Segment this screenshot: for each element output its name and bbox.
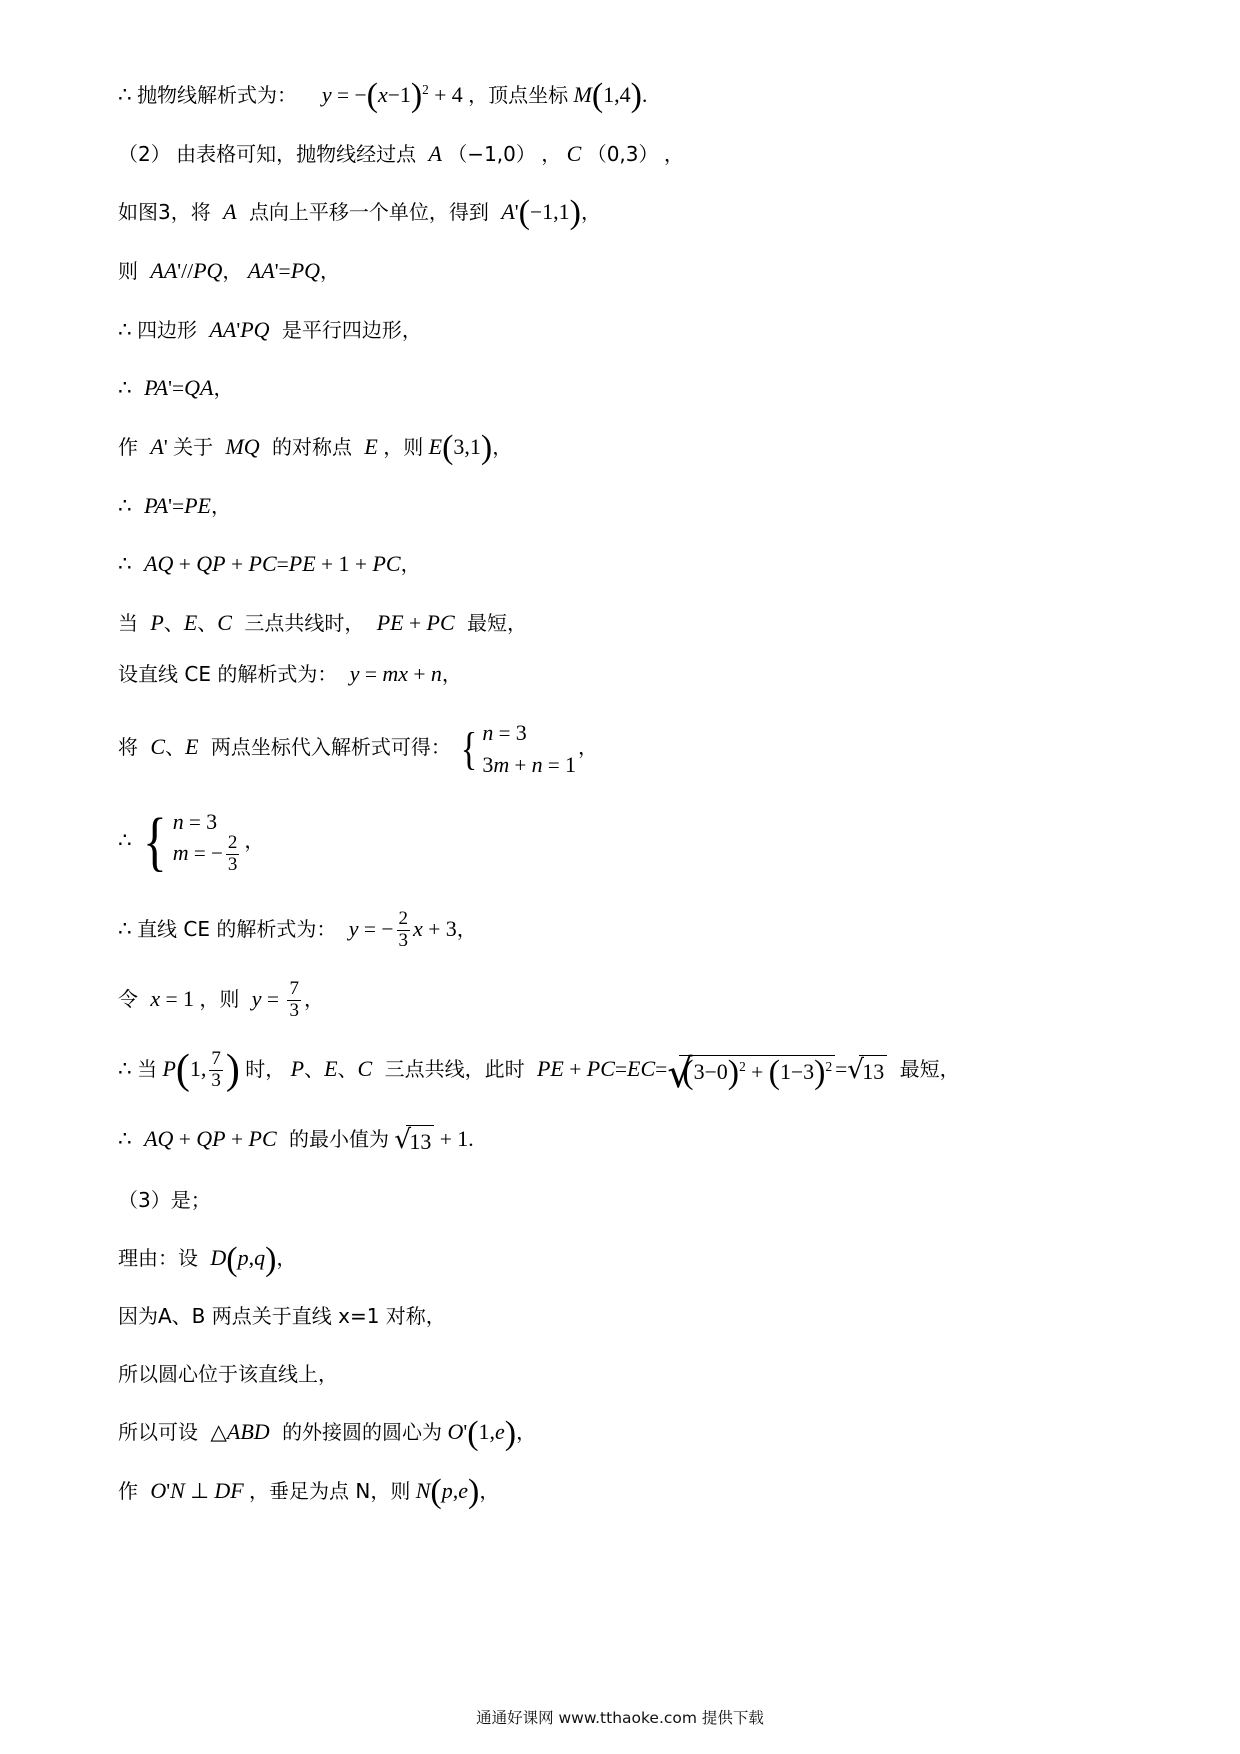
comma-4: ， [222,258,243,283]
l23-mid: ，垂足为点 N，则 [249,1479,411,1504]
sqrt-13: √ 13 [847,1055,887,1088]
l15-let: 令 [118,987,138,1012]
l22-prefix: 所以可设 [118,1420,198,1445]
item2-label: （2） [118,141,171,166]
therefore-symbol-4: ∴ [118,493,132,518]
text-line-16: ∴ 当 P(1, $\frac{7}{3}$ ) 时， P、E、C 三点共线，此时 PE + PC=EC= √ $(3-0)^2 + (1-3)^2$ = √ 13 最短， [118,1050,1122,1092]
comma-16: ， [516,1420,537,1445]
vertex-text: ，顶点坐标 [468,83,569,107]
sqrt-13-2: √ 13 [394,1125,434,1158]
l7-about: 关于 [173,434,214,459]
footer-text: 通通好课网 www.tthaoke.com 提供下载 [476,1709,764,1727]
l22-mid: 的外接圆的圆心为 [282,1420,443,1445]
l4-then: 则 [118,258,138,283]
text-line-5: ∴ 四边形 AA'PQ 是平行四边形， [118,316,422,342]
text-line-18 [118,1186,1122,1216]
l16-shortest: 最短， [899,1057,960,1082]
comma-11: ， [577,735,598,760]
point-C: C [566,140,582,166]
text-line-7: 作 A' 关于 MQ 的对称点 E ，则 E(3,1)， [118,429,513,466]
therefore-symbol-9: ∴ [118,1127,132,1152]
comma-9: ， [400,552,421,577]
l7-sym: 的对称点 [272,434,353,459]
l15-then: ，则 [199,987,240,1012]
sqrt-expression-1: √ $(3-0)^2 + (1-3)^2$ [667,1055,835,1088]
comma-8: ， [211,493,231,518]
text-line-3: 如图3，将 A 点向上平移一个单位，得到 A'(−1,1)， [118,194,601,232]
point-A: A [428,140,442,166]
period-1: . [641,83,648,107]
text-line-1: ∴ 抛物线解析式为： $y = -(x-1)^2 + 4$ ，顶点坐标 M(1,4). [118,77,648,115]
page-footer [0,1706,1240,1728]
therefore-symbol-6: ∴ [118,828,132,853]
comma-14: ， [303,987,324,1012]
therefore-symbol-7: ∴ [118,917,132,942]
item3-label: （3）是； [118,1187,211,1212]
text-line-21 [118,1360,1122,1390]
coord-C: （0,3） [586,141,659,166]
comma-10: ， [441,661,462,686]
therefore-symbol-8: ∴ [118,1057,132,1082]
text-line-12: 将 C、E 两点坐标代入解析式可得： { n = 3 3m + n = 1 ， [118,717,1122,781]
l16-collinear: 三点共线，此时 [384,1057,525,1082]
comma-3: ， [580,200,601,225]
l3-mid: 点向上平移一个单位，得到 [248,200,489,225]
l12-sub: 将 [118,735,138,760]
comma-6: ， [213,376,234,401]
text-line-17: ∴ AQ + QP + PC 的最小值为 √ 13 + 1. [118,1124,1122,1157]
l16-when: 当 [137,1057,158,1082]
text-line-9: ∴ AQ + QP + PC=PE + 1 + PC， [118,551,421,577]
text-line-15: 令 x = 1 ，则 y = $\frac{7}{3}$ ， [118,978,324,1021]
l7-then: ，则 [383,434,424,459]
equation-system-2: { n = 3 m = − $\frac{2}{3}$ [143,805,238,879]
text-line-10: 当 P、E、C 三点共线时， PE + PC 最短， [118,609,527,635]
coord-A: （−1,0） [447,141,536,166]
l5-quad: 四边形 [137,317,198,342]
comma-5: ， [320,258,341,283]
text-line-11: 设直线 CE 的解析式为： y = mx + n， [118,660,462,686]
l17-min: 的最小值为 [289,1127,389,1152]
therefore-symbol-2: ∴ [118,317,132,342]
l19-reason: 理由：设 [118,1246,198,1271]
l21-text: 所以圆心位于该直线上， [118,1361,338,1386]
comma-15: ， [276,1246,297,1271]
l5-is: 是平行四边形， [281,317,422,342]
text-line-2 [118,139,1122,170]
text-line-8: ∴ PA'=PE， [118,492,231,518]
text-line-14: ∴ 直线 CE 的解析式为： y = − $\frac{2}{3}$ x + 3， [118,908,477,951]
l3-prefix: 如图3，将 [118,200,211,225]
l10-when: 当 [118,610,138,635]
text-line-22: 所以可设 △ABD 的外接圆的圆心为 O'(1,e)， [118,1414,537,1452]
item2-text: 由表格可知，抛物线经过点 [176,141,417,166]
text-line-4: 则 AA'//PQ， AA'=PQ， [118,257,341,283]
therefore-symbol: ∴ [118,83,132,107]
l14-line: 直线 CE 的解析式为： [137,917,337,942]
l11-set: 设直线 CE 的解析式为： [118,661,338,686]
parabola-prefix: 抛物线解析式为： [137,83,298,107]
comma-2: ， [663,141,684,166]
l23-prefix: 作 [118,1479,138,1504]
text-line-13 [118,805,1122,879]
l16-time: 时， [245,1057,286,1082]
l20-text: 因为A、B 两点关于直线 x=1 对称， [118,1304,446,1329]
l10-shortest: 最短， [467,610,527,635]
comma-13: ， [456,917,477,942]
comma-1: ， [541,141,562,166]
text-line-23: 作 O'N ⊥ DF ，垂足为点 N，则 N(p,e)， [118,1473,500,1511]
text-line-6: ∴ PA'=QA， [118,375,234,401]
l10-collinear: 三点共线时， [244,610,365,635]
therefore-symbol-3: ∴ [118,376,132,401]
period-2: . [468,1127,474,1152]
equation-system-1: { n = 3 3m + n = 1 [461,720,576,778]
l7-make: 作 [118,434,138,459]
text-line-19: 理由：设 D(p,q)， [118,1240,297,1278]
l12-two: 两点坐标代入解析式可得： [210,735,451,760]
text-line-20 [118,1302,1122,1332]
comma-12: ， [244,828,265,853]
comma-17: ， [479,1479,500,1504]
comma-7: ， [492,434,513,459]
therefore-symbol-5: ∴ [118,552,132,577]
